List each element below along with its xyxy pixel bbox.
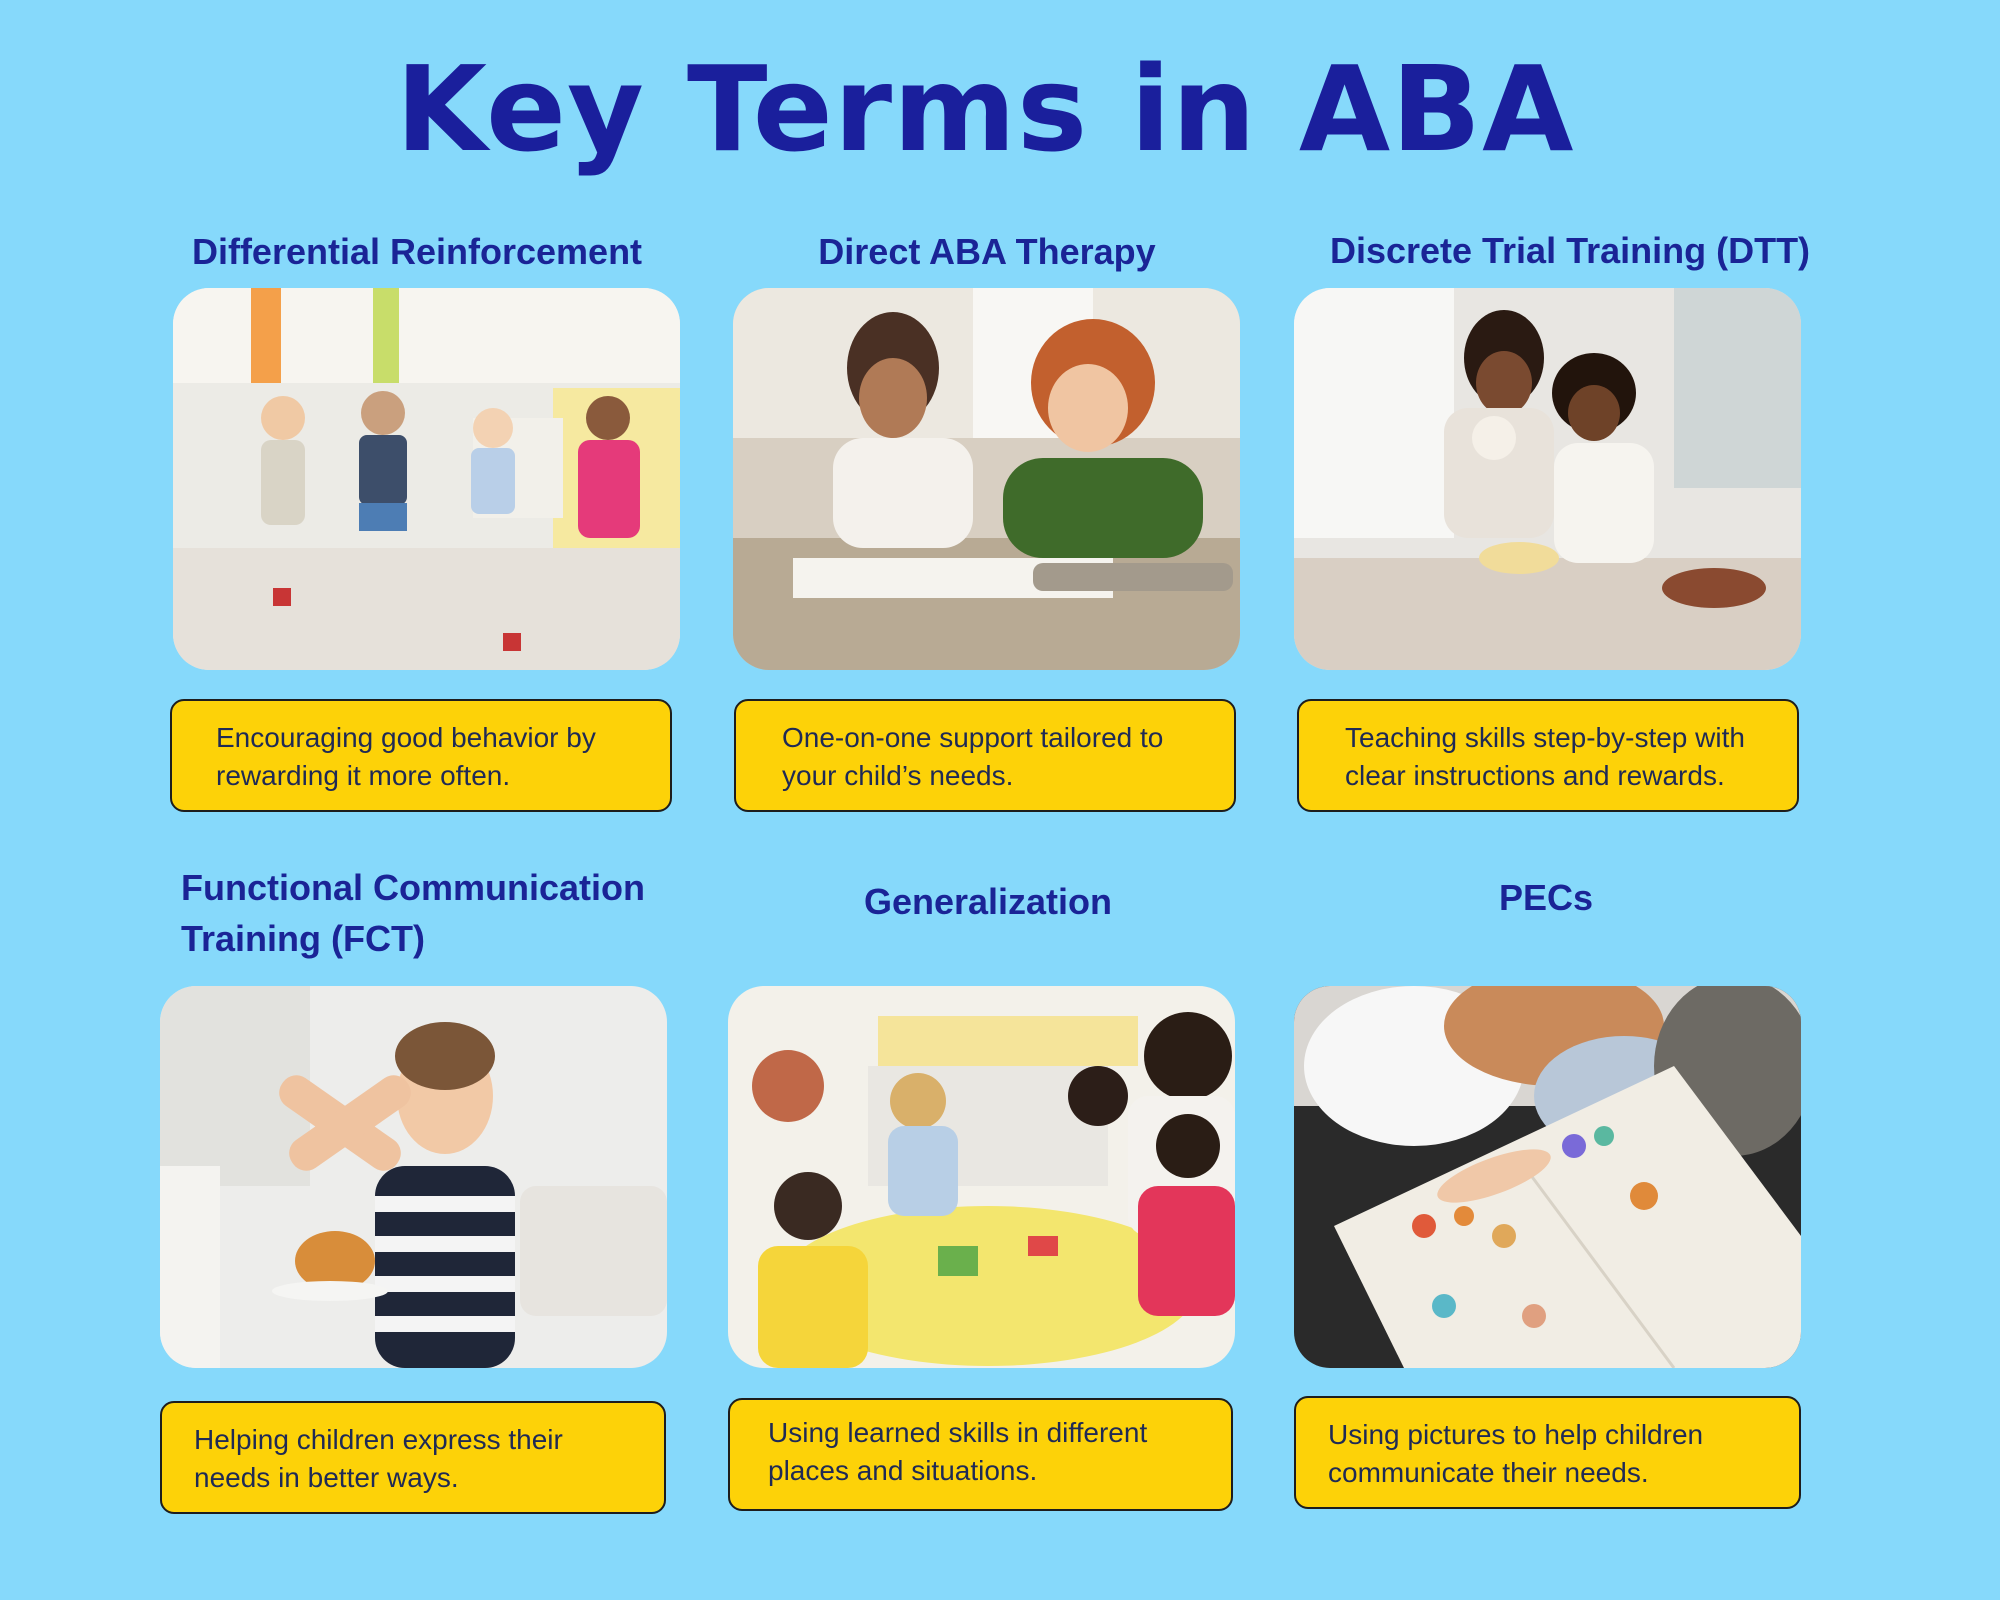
term-heading: Differential Reinforcement [191,231,643,272]
term-description: One-on-one support tailored to your child’s needs. [734,699,1236,812]
picture-book-pointing-photo [1294,986,1801,1368]
term-heading: Generalization [863,881,1113,922]
term-heading: PECs [1498,877,1594,918]
children-raising-hands-photo [173,288,680,670]
mother-and-child-baking-photo [1294,288,1801,670]
term-heading: Functional Communication Training (FCT) [181,867,645,959]
term-description: Using learned skills in different places and situations. [728,1398,1233,1511]
therapist-with-child-drawing-photo [733,288,1240,670]
page-title: Key Terms in ABA [395,40,1575,178]
term-description: Encouraging good behavior by rewarding it more often. [170,699,672,812]
term-heading: Discrete Trial Training (DTT) [1329,230,1811,271]
term-description: Helping children express their needs in better ways. [160,1401,666,1514]
term-heading: Direct ABA Therapy [818,231,1156,272]
term-description: Teaching skills step-by-step with clear instructions and rewards. [1297,699,1799,812]
term-description: Using pictures to help children communicate their needs. [1294,1396,1801,1509]
boy-refusing-food-photo [160,986,667,1368]
children-group-table-photo [728,986,1235,1368]
